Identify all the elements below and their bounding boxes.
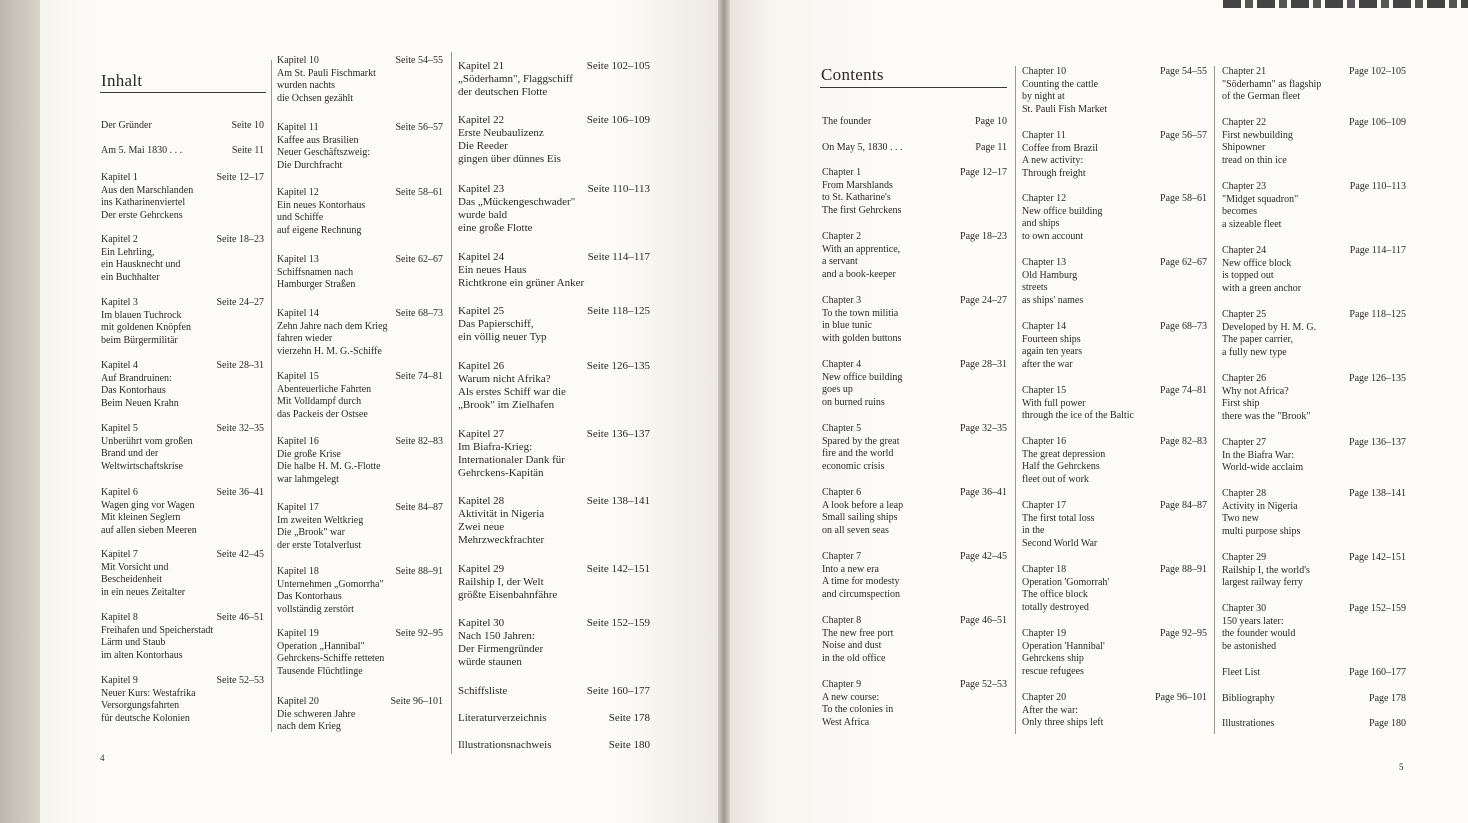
toc-entry-page-range: Page 68–73	[1160, 321, 1207, 332]
toc-entry-title: Chapter 2 With an apprentice, a servant and a book-keeper	[822, 231, 901, 280]
toc-entry-page-range: Page 32–35	[960, 423, 1007, 434]
toc-entry-page-range: Page 10	[975, 116, 1007, 127]
toc-entry	[1022, 193, 1207, 243]
toc-entry-title: Kapitel 22 Erste Neubaulizenz Die Reeder gingen über dünnes Eis	[458, 114, 561, 165]
toc-entry	[101, 612, 264, 662]
toc-entry-title: Kapitel 12 Ein neues Kontorhaus und Schiffe auf eigene Rechnung	[277, 187, 366, 236]
toc-entry-page-range: Seite 92–95	[395, 628, 443, 639]
toc-entry	[458, 685, 650, 698]
toc-entry-page-range: Page 56–57	[1160, 130, 1207, 141]
toc-entry-title: Chapter 17 The first total loss in the Second World War	[1022, 500, 1098, 549]
toc-entry	[101, 423, 264, 473]
toc-entry-page-range: Page 92–95	[1160, 628, 1207, 639]
toc-entry-title: Kapitel 4 Auf Brandruinen: Das Kontorhaus Beim Neuen Krahn	[101, 360, 179, 409]
toc-entry-title: Illustrationes	[1222, 718, 1275, 729]
toc-entry-page-range: Page 62–67	[1160, 257, 1207, 268]
toc-entry-page-range: Seite 18–23	[216, 234, 264, 245]
toc-entry	[1222, 117, 1406, 167]
toc-entry-title: Kapitel 29 Railship I, der Welt größte Eisenbahnfähre	[458, 563, 558, 601]
toc-entry	[1022, 500, 1207, 550]
toc-entry	[277, 696, 443, 734]
toc-entry-title: Am 5. Mai 1830 . . .	[101, 145, 183, 156]
toc-entry	[458, 428, 650, 480]
toc-entry-page-range: Seite 11	[231, 145, 264, 156]
toc-entry-page-range: Page 178	[1369, 693, 1406, 704]
toc-entry-page-range: Seite 118–125	[587, 305, 650, 317]
toc-entry-title: Kapitel 18 Unternehmen „Gomorrha" Das Kontorhaus vollständig zerstört	[277, 566, 384, 615]
toc-entry-page-range: Seite 106–109	[586, 114, 650, 126]
toc-entry	[1022, 130, 1207, 180]
toc-entry	[1022, 436, 1207, 486]
toc-entry-title: Chapter 9 A new course: To the colonies in West Africa	[822, 679, 894, 728]
toc-entry-page-range: Page 118–125	[1349, 309, 1406, 320]
toc-entry-page-range: Page 18–23	[960, 231, 1007, 242]
toc-entry-title: Kapitel 10 Am St. Pauli Fischmarkt wurden nachts die Ochsen gezählt	[277, 55, 376, 104]
toc-entry-title: Kapitel 11 Kaffee aus Brasilien Neuer Geschäftszweig: Die Durchfracht	[277, 122, 371, 171]
toc-entry	[822, 231, 1007, 281]
toc-entry-title: Kapitel 7 Mit Vorsicht und Bescheidenheit in ein neues Zeitalter	[101, 549, 186, 598]
toc-entry-page-range: Seite 178	[608, 712, 650, 724]
toc-entry	[101, 120, 264, 133]
toc-entry-page-range: Seite 36–41	[216, 487, 264, 498]
toc-entry	[458, 305, 650, 344]
toc-entry	[101, 675, 264, 725]
toc-entry-title: Fleet List	[1222, 667, 1261, 678]
toc-entry-title: Kapitel 21 „Söderhamn", Flaggschiff der deutschen Flotte	[458, 60, 573, 98]
toc-entry	[277, 566, 443, 616]
toc-entry-title: Chapter 5 Spared by the great fire and the world economic crisis	[822, 423, 900, 472]
toc-entry-title: Kapitel 14 Zehn Jahre nach dem Krieg fahren wieder vierzehn H. M. G.-Schiffe	[277, 308, 388, 357]
toc-entry-title: Kapitel 6 Wagen ging vor Wagen Mit kleinen Seglern auf allen sieben Meeren	[101, 487, 197, 536]
toc-entry-title: Chapter 29 Railship I, the world's largest railway ferry	[1222, 552, 1310, 589]
toc-entry	[822, 142, 1007, 155]
toc-entry-page-range: Page 46–51	[960, 615, 1007, 626]
toc-entry-page-range: Page 88–91	[1160, 564, 1207, 575]
toc-entry-page-range: Page 84–87	[1160, 500, 1207, 511]
toc-entry	[277, 436, 443, 486]
toc-entry	[277, 502, 443, 552]
toc-entry-title: Chapter 16 The great depression Half the Gehrckens fleet out of work	[1022, 436, 1106, 485]
toc-entry-title: Kapitel 2 Ein Lehrling, ein Hausknecht und ein Buchhalter	[101, 234, 181, 283]
toc-entry-title: Chapter 8 The new free port Noise and dust in the old office	[822, 615, 894, 664]
toc-entry-page-range: Seite 42–45	[216, 549, 264, 560]
column-divider	[451, 52, 452, 754]
toc-entry-page-range: Seite 62–67	[395, 254, 443, 265]
toc-entry-page-range: Seite 46–51	[216, 612, 264, 623]
toc-entry-page-range: Seite 84–87	[395, 502, 443, 513]
toc-entry-page-range: Seite 32–35	[216, 423, 264, 434]
toc-entry	[1222, 693, 1406, 706]
toc-entry-page-range: Page 106–109	[1349, 117, 1406, 128]
toc-entry-page-range: Seite 10	[231, 120, 264, 131]
toc-entry	[458, 712, 650, 725]
toc-entry	[1022, 385, 1207, 423]
toc-entry-page-range: Page 24–27	[960, 295, 1007, 306]
toc-entry-page-range: Seite 160–177	[586, 685, 650, 697]
book-gutter	[718, 0, 730, 823]
toc-entry	[822, 679, 1007, 729]
toc-entry-page-range: Page 102–105	[1349, 66, 1406, 77]
toc-entry-title: Chapter 7 Into a new era A time for modesty and circumspection	[822, 551, 901, 600]
toc-entry-title: Chapter 12 New office building and ships to own account	[1022, 193, 1103, 242]
toc-entry	[277, 254, 443, 292]
toc-entry-title: Kapitel 25 Das Papierschiff, ein völlig neuer Typ	[458, 305, 547, 343]
toc-entry	[822, 615, 1007, 665]
toc-entry	[101, 297, 264, 347]
toc-entry-page-range: Seite 152–159	[586, 617, 650, 629]
toc-entry-page-range: Page 82–83	[1160, 436, 1207, 447]
toc-entry-title: Chapter 18 Operation 'Gomorrah' The office block totally destroyed	[1022, 564, 1110, 613]
toc-entry-title: The founder	[822, 116, 872, 127]
toc-entry	[822, 359, 1007, 409]
toc-entry-page-range: Seite 114–117	[587, 251, 650, 263]
toc-entry-title: Chapter 30 150 years later: the founder would be astonished	[1222, 603, 1296, 652]
toc-entry-page-range: Seite 88–91	[395, 566, 443, 577]
toc-entry-page-range: Page 110–113	[1349, 181, 1406, 192]
toc-entry	[458, 739, 650, 752]
toc-entry-page-range: Page 58–61	[1160, 193, 1207, 204]
toc-entry-title: Chapter 20 After the war: Only three ships left	[1022, 692, 1104, 729]
column-divider	[1015, 66, 1016, 734]
toc-entry-title: Kapitel 19 Operation „Hannibal" Gehrckens-Schiffe retteten Tausende Flüchtlinge	[277, 628, 385, 677]
toc-entry-title: Chapter 4 New office building goes up on burned ruins	[822, 359, 903, 408]
toc-entry-page-range: Page 96–101	[1155, 692, 1207, 703]
book-left-edge	[0, 0, 40, 823]
toc-entry	[822, 295, 1007, 345]
toc-entry	[1222, 373, 1406, 423]
toc-entry-title: Kapitel 23 Das „Mückengeschwader" wurde bald eine große Flotte	[458, 183, 576, 234]
toc-entry-title: Chapter 15 With full power through the ice of the Baltic	[1022, 385, 1134, 422]
toc-entry	[1222, 488, 1406, 538]
toc-entry	[1022, 692, 1207, 730]
toc-entry	[458, 360, 650, 412]
toc-entry-title: Chapter 21 "Söderhamn" as flagship of the German fleet	[1222, 66, 1322, 103]
toc-entry-title: Chapter 6 A look before a leap Small sailing ships on all seven seas	[822, 487, 904, 536]
toc-entry-page-range: Page 52–53	[960, 679, 1007, 690]
toc-entry	[1022, 257, 1207, 307]
toc-entry-title: Chapter 14 Fourteen ships again ten years after the war	[1022, 321, 1082, 370]
page-title-contents: Contents	[821, 65, 884, 84]
toc-entry	[1222, 718, 1406, 731]
toc-entry	[822, 116, 1007, 129]
toc-entry-page-range: Seite 110–113	[587, 183, 650, 195]
toc-entry-title: Kapitel 8 Freihafen und Speicherstadt Lärm und Staub im alten Kontorhaus	[101, 612, 214, 661]
toc-entry-page-range: Page 152–159	[1349, 603, 1406, 614]
toc-entry	[1222, 309, 1406, 359]
toc-entry	[101, 234, 264, 284]
toc-entry-page-range: Seite 136–137	[586, 428, 650, 440]
toc-entry-title: Chapter 10 Counting the cattle by night at St. Pauli Fish Market	[1022, 66, 1108, 115]
toc-entry-page-range: Seite 82–83	[395, 436, 443, 447]
toc-entry-page-range: Page 114–117	[1349, 245, 1406, 256]
toc-entry-title: Schiffsliste	[458, 685, 508, 697]
toc-entry	[822, 487, 1007, 537]
toc-entry-title: Chapter 1 From Marshlands to St. Katharine's The first Gehrckens	[822, 167, 902, 216]
toc-entry	[458, 114, 650, 166]
toc-entry-title: Chapter 27 In the Biafra War: World-wide acclaim	[1222, 437, 1304, 474]
toc-entry	[458, 60, 650, 99]
toc-entry	[101, 549, 264, 599]
toc-entry-title: Chapter 11 Coffee from Brazil A new activity: Through freight	[1022, 130, 1098, 179]
toc-entry-page-range: Page 136–137	[1349, 437, 1406, 448]
toc-entry-title: Chapter 22 First newbuilding Shipowner tread on thin ice	[1222, 117, 1293, 166]
toc-entry-title: Kapitel 27 Im Biafra-Krieg: Internationaler Dank für Gehrckens-Kapitän	[458, 428, 565, 479]
toc-entry	[1022, 564, 1207, 614]
toc-entry-title: Kapitel 3 Im blauen Tuchrock mit goldenen Knöpfen beim Bürgermilitär	[101, 297, 191, 346]
page-title-inhalt: Inhalt	[101, 71, 143, 90]
toc-entry	[1222, 181, 1406, 231]
toc-entry-title: Kapitel 16 Die große Krise Die halbe H. M. G.-Flotte war lahmgelegt	[277, 436, 381, 485]
toc-entry-title: Kapitel 30 Nach 150 Jahren: Der Firmengründer würde staunen	[458, 617, 544, 668]
toc-entry-page-range: Page 74–81	[1160, 385, 1207, 396]
toc-entry-page-range: Page 160–177	[1349, 667, 1406, 678]
toc-entry-title: Kapitel 5 Unberührt vom großen Brand und der Weltwirtschaftskrise	[101, 423, 193, 472]
toc-entry-title: Kapitel 13 Schiffsnamen nach Hamburger Straßen	[277, 254, 356, 291]
toc-entry-page-range: Seite 68–73	[395, 308, 443, 319]
toc-entry-page-range: Page 142–151	[1349, 552, 1406, 563]
toc-entry-title: Chapter 23 "Midget squadron" becomes a sizeable fleet	[1222, 181, 1299, 230]
toc-entry-page-range: Page 42–45	[960, 551, 1007, 562]
toc-entry-page-range: Seite 142–151	[586, 563, 650, 575]
toc-entry-page-range: Page 12–17	[960, 167, 1007, 178]
toc-entry	[1222, 437, 1406, 475]
toc-entry-page-range: Page 11	[975, 142, 1007, 153]
toc-entry-page-range: Page 28–31	[960, 359, 1007, 370]
toc-entry	[1022, 628, 1207, 678]
toc-entry	[1022, 321, 1207, 371]
toc-entry	[277, 628, 443, 678]
toc-entry-title: Chapter 13 Old Hamburg streets as ships' names	[1022, 257, 1084, 306]
toc-entry-title: Chapter 25 Developed by H. M. G. The paper carrier, a fully new type	[1222, 309, 1317, 358]
toc-entry-page-range: Seite 138–141	[586, 495, 650, 507]
toc-entry-page-range: Page 138–141	[1349, 488, 1406, 499]
toc-entry-title: Kapitel 20 Die schweren Jahre nach dem Krieg	[277, 696, 356, 733]
toc-entry-page-range: Seite 54–55	[395, 55, 443, 66]
toc-entry	[277, 308, 443, 358]
toc-entry-title: Kapitel 17 Im zweiten Weltkrieg Die „Brook" war der erste Totalverlust	[277, 502, 364, 551]
toc-entry-page-range: Seite 74–81	[395, 371, 443, 382]
toc-entry-title: Chapter 19 Operation 'Hannibal' Gehrckens ship rescue refugees	[1022, 628, 1105, 677]
toc-entry-title: Kapitel 24 Ein neues Haus Richtkrone ein grüner Anker	[458, 251, 585, 289]
toc-entry	[1222, 66, 1406, 104]
toc-entry	[101, 145, 264, 158]
toc-entry-title: Kapitel 9 Neuer Kurs: Westafrika Versorgungsfahrten für deutsche Kolonien	[101, 675, 196, 724]
toc-entry-page-range: Page 54–55	[1160, 66, 1207, 77]
title-rule	[100, 92, 266, 93]
toc-entry-title: Der Gründer	[101, 120, 152, 131]
toc-entry-page-range: Seite 24–27	[216, 297, 264, 308]
toc-entry	[458, 251, 650, 290]
toc-entry-page-range: Page 180	[1369, 718, 1406, 729]
toc-entry	[101, 360, 264, 410]
toc-entry	[1222, 245, 1406, 295]
toc-entry	[1222, 667, 1406, 680]
toc-entry	[1022, 66, 1207, 116]
toc-entry-title: Illustrationsnachweis	[458, 739, 552, 751]
toc-entry-page-range: Seite 56–57	[395, 122, 443, 133]
toc-entry-title: Kapitel 26 Warum nicht Afrika? Als erstes Schiff war die „Brook" im Zielhafen	[458, 360, 566, 411]
toc-entry-page-range: Seite 96–101	[390, 696, 443, 707]
toc-entry	[822, 423, 1007, 473]
toc-entry	[458, 495, 650, 547]
toc-entry	[458, 183, 650, 235]
toc-entry-page-range: Seite 28–31	[216, 360, 264, 371]
toc-entry-page-range: Seite 58–61	[395, 187, 443, 198]
toc-entry	[458, 563, 650, 602]
toc-entry-page-range: Seite 52–53	[216, 675, 264, 686]
column-divider	[271, 60, 272, 732]
toc-entry-page-range: Page 36–41	[960, 487, 1007, 498]
toc-entry-page-range: Seite 180	[608, 739, 650, 751]
page-number: 4	[100, 753, 105, 763]
toc-entry	[101, 172, 264, 222]
toc-entry-title: Bibliography	[1222, 693, 1275, 704]
toc-entry-title: Literaturverzeichnis	[458, 712, 547, 724]
toc-entry-title: Kapitel 28 Aktivität in Nigeria Zwei neue Mehrzweckfrachter	[458, 495, 545, 546]
toc-entry	[822, 167, 1007, 217]
toc-entry	[277, 122, 443, 172]
toc-entry	[101, 487, 264, 537]
toc-entry-title: Kapitel 1 Aus den Marschlanden ins Katharinenviertel Der erste Gehrckens	[101, 172, 194, 221]
toc-entry	[1222, 603, 1406, 653]
toc-entry-title: On May 5, 1830 . . .	[822, 142, 903, 153]
toc-entry-title: Chapter 28 Activity in Nigeria Two new multi purpose ships	[1222, 488, 1301, 537]
toc-entry-title: Chapter 3 To the town militia in blue tunic with golden buttons	[822, 295, 902, 344]
column-divider	[1214, 66, 1215, 734]
toc-entry-page-range: Seite 12–17	[216, 172, 264, 183]
corner-print-strip	[1223, 0, 1468, 8]
page-number: 5	[1399, 762, 1404, 772]
toc-entry-title: Chapter 24 New office block is topped out with a green anchor	[1222, 245, 1302, 294]
toc-entry	[822, 551, 1007, 601]
toc-entry-title: Chapter 26 Why not Africa? First ship there was the "Brook"	[1222, 373, 1311, 422]
title-rule	[820, 87, 1007, 88]
toc-entry	[277, 187, 443, 237]
toc-entry	[458, 617, 650, 669]
toc-entry	[277, 371, 443, 421]
toc-entry	[1222, 552, 1406, 590]
toc-entry-page-range: Page 126–135	[1349, 373, 1406, 384]
toc-entry-page-range: Seite 102–105	[586, 60, 650, 72]
toc-entry	[277, 55, 443, 105]
toc-entry-page-range: Seite 126–135	[586, 360, 650, 372]
toc-entry-title: Kapitel 15 Abenteuerliche Fahrten Mit Volldampf durch das Packeis der Ostsee	[277, 371, 372, 420]
